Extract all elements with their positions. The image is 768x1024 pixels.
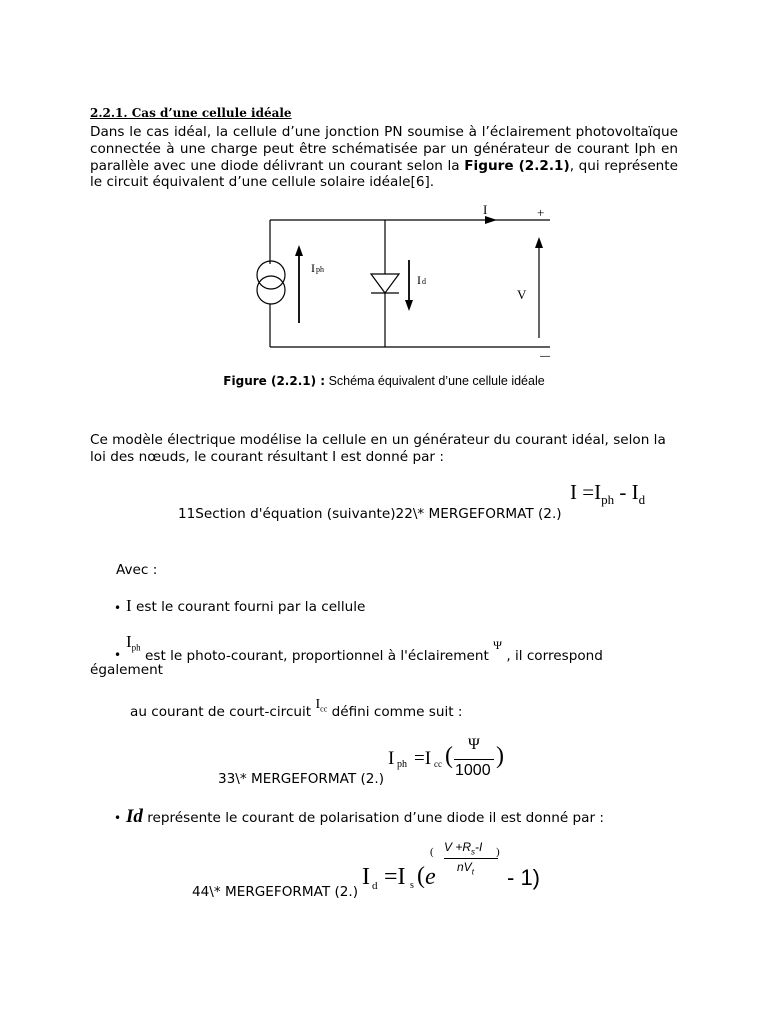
model-paragraph: Ce modèle électrique modélise la cellule en un générateur du courant idéal, selon la loi des nœuds, le courant résultant I est donné par : [90, 432, 666, 465]
eq3-formula: I d =I s ( e ( $V +R_s-I$ $nV_t$ ) - 1) [362, 840, 540, 892]
iph-arrow-icon [295, 245, 303, 323]
caption-text: Schéma équivalent d’une cellule idéale [325, 374, 545, 388]
id-label: Id [417, 273, 426, 287]
iph-label: Iph [311, 261, 324, 275]
i-arrow-icon [485, 216, 497, 224]
eq3-field-code: 44\* MERGEFORMAT (2.) [192, 884, 359, 900]
diode-icon [371, 274, 399, 293]
bullet-2-line2: également [90, 662, 164, 678]
bullet-3: Id représente le courant de polarisation d’une diode il est donné par : [126, 806, 604, 827]
eq2-field-code: 33\* MERGEFORMAT (2.) [218, 771, 385, 787]
plus-terminal: + [537, 205, 545, 220]
eq1-formula: $I =I_{ph} - I_d$ [570, 480, 646, 508]
bullet-2-glyph: • [114, 648, 122, 662]
section-heading: 2.2.1. Cas d’une cellule idéale [90, 106, 292, 120]
current-source-icon [253, 261, 287, 304]
bullet-1-glyph: • [114, 601, 122, 615]
minus-terminal: — [540, 351, 550, 362]
v-label: V [517, 287, 527, 302]
avec-label: Avec : [116, 562, 158, 578]
bullet-2: $I_{ph}$ est le photo-courant, proportionnel à l'éclairement Ψ , il correspond [126, 632, 603, 664]
v-arrow-icon [535, 237, 543, 338]
bullet-3-glyph: • [114, 811, 122, 825]
intro-tail: , qui représente le circuit équivalent d’une cellule solaire idéale[6]. [90, 157, 678, 191]
figure-caption [0, 373, 768, 388]
id-arrow-icon [405, 260, 413, 311]
intro-paragraph [90, 124, 678, 191]
equivalent-circuit-diagram [245, 198, 565, 364]
bullet-1: I est le courant fourni par la cellule [126, 596, 366, 615]
eq1-field-code: 11Section d'équation (suivante)22\* MERGEFORMAT (2.) [178, 506, 562, 522]
i-label: I [483, 202, 488, 217]
figure-reference: Figure (2.2.1) [464, 157, 570, 174]
caption-ref: Figure (2.2.1) : [223, 374, 326, 388]
intro-text: Dans le cas idéal, la cellule d’une jonction PN soumise à l’éclairement photovoltaïque connectée à une charge peut être schématisée par un générateur de courant Iph en parallèle avec une diode délivrant un courant selon la [90, 124, 678, 174]
bullet-2-line3: au courant de court-circuit $I_{cc}$ défini comme suit : [130, 697, 463, 720]
